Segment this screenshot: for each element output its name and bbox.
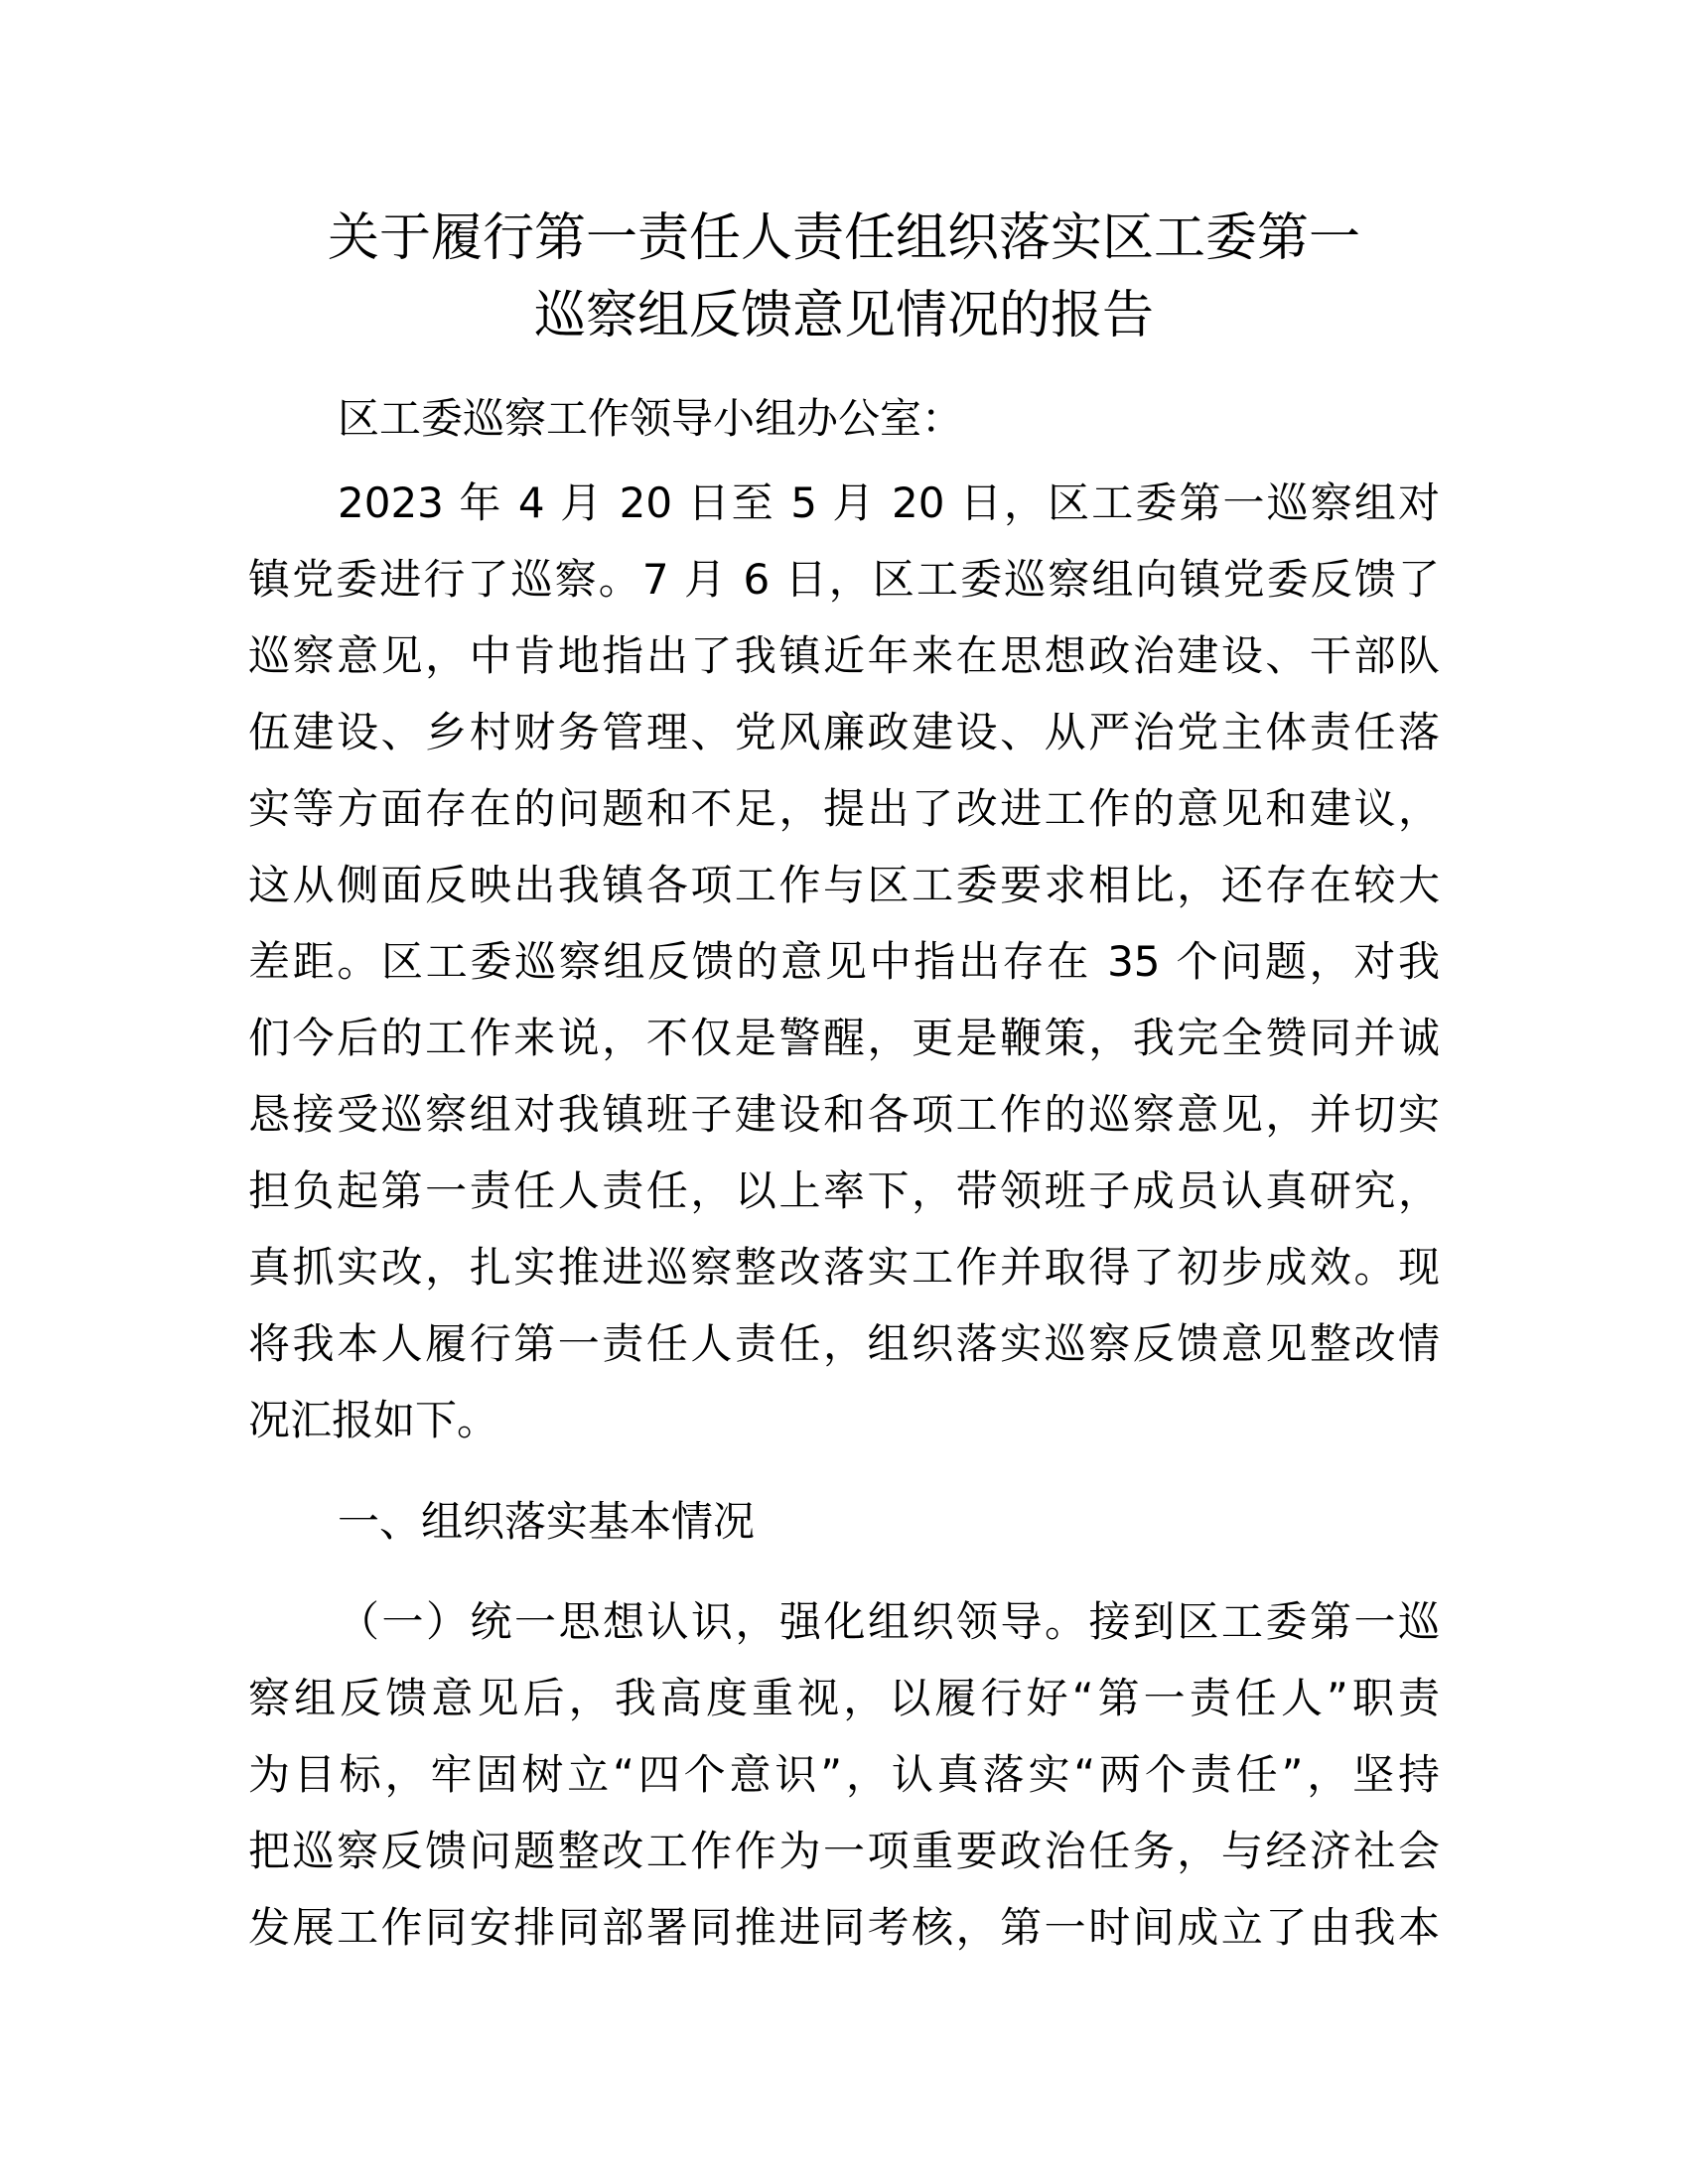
paragraph-line: 真抓实改，扎实推进巡察整改落实工作并取得了初步成效。现	[248, 1243, 1440, 1292]
paragraph-line: 镇党委进行了巡察。7 月 6 日，区工委巡察组向镇党委反馈了	[248, 555, 1440, 604]
paragraph-line: 2023 年 4 月 20 日至 5 月 20 日，区工委第一巡察组对	[338, 478, 1440, 527]
paragraph-line: 差距。区工委巡察组反馈的意见中指出存在 35 个问题，对我	[248, 937, 1440, 986]
paragraph-line: 况汇报如下。	[248, 1396, 499, 1444]
paragraph-line: 实等方面存在的问题和不足，提出了改进工作的意见和建议，	[248, 784, 1440, 833]
paragraph-line: 伍建设、乡村财务管理、党风廉政建设、从严治党主体责任落	[248, 708, 1440, 756]
paragraph-line: 察组反馈意见后，我高度重视，以履行好“第一责任人”职责	[248, 1674, 1440, 1722]
paragraph-line: 这从侧面反映出我镇各项工作与区工委要求相比，还存在较大	[248, 861, 1440, 909]
section-heading-1: 一、组织落实基本情况	[338, 1497, 756, 1546]
document-title-line-1: 关于履行第一责任人责任组织落实区工委第一	[327, 208, 1360, 268]
paragraph-line: 们今后的工作来说，不仅是警醒，更是鞭策，我完全赞同并诚	[248, 1014, 1440, 1062]
paragraph-line: 恳接受巡察组对我镇班子建设和各项工作的巡察意见，并切实	[248, 1090, 1440, 1139]
paragraph-line: 为目标，牢固树立“四个意识”，认真落实“两个责任”，坚持	[248, 1750, 1440, 1799]
paragraph-line: 将我本人履行第一责任人责任，组织落实巡察反馈意见整改情	[248, 1319, 1440, 1368]
paragraph-line: 发展工作同安排同部署同推进同考核，第一时间成立了由我本	[248, 1903, 1440, 1952]
paragraph-line: 巡察意见，中肯地指出了我镇近年来在思想政治建设、干部队	[248, 631, 1440, 680]
salutation: 区工委巡察工作领导小组办公室：	[338, 394, 964, 443]
document-title-line-2: 巡察组反馈意见情况的报告	[533, 286, 1154, 345]
paragraph-line: （一）统一思想认识，强化组织领导。接到区工委第一巡	[338, 1597, 1440, 1646]
paragraph-line: 担负起第一责任人责任，以上率下，带领班子成员认真研究，	[248, 1166, 1440, 1215]
paragraph-line: 把巡察反馈问题整改工作作为一项重要政治任务，与经济社会	[248, 1827, 1440, 1875]
